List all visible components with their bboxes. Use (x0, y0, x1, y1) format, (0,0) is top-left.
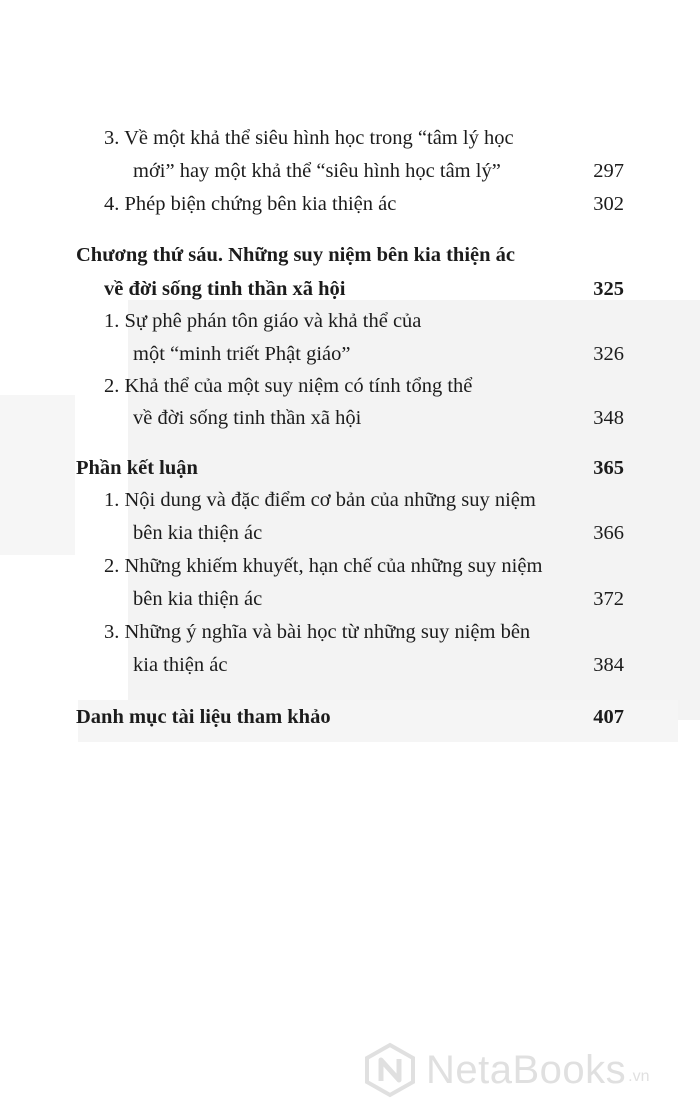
toc-entry-text: 4. Phép biện chứng bên kia thiện ác (104, 193, 397, 215)
netabooks-logo-icon (362, 1042, 418, 1098)
toc-entry-text: bên kia thiện ác (133, 588, 263, 610)
toc-entry-text: 2. Khả thể của một suy niệm có tính tổng thể (104, 375, 473, 397)
toc-page-number: 302 (593, 193, 624, 215)
toc-page-number: 348 (593, 407, 624, 429)
toc-page-number: 326 (593, 343, 624, 365)
toc-entry-text: 1. Nội dung và đặc điểm cơ bản của những suy niệm (104, 489, 536, 511)
toc-page-number: 372 (593, 588, 624, 610)
toc-page-number: 366 (593, 522, 624, 544)
toc-chapter-title: Phần kết luận (76, 457, 198, 479)
toc-entry-text: 2. Những khiếm khuyết, hạn chế của những suy niệm (104, 555, 543, 577)
toc-chapter-title: Danh mục tài liệu tham khảo (76, 706, 331, 728)
toc-entry-text: mới” hay một khả thể “siêu hình học tâm lý” (133, 160, 501, 182)
toc-page-number: 297 (593, 160, 624, 182)
toc-entry-text: 3. Những ý nghĩa và bài học từ những suy niệm bên (104, 621, 531, 643)
toc-entry-text: 1. Sự phê phán tôn giáo và khả thể của (104, 310, 422, 332)
watermark-suffix: .vn (628, 1068, 650, 1085)
netabooks-watermark (362, 1040, 692, 1100)
toc-entry-text: một “minh triết Phật giáo” (133, 343, 351, 365)
toc-entry-text: bên kia thiện ác (133, 522, 263, 544)
toc-chapter-title: về đời sống tinh thần xã hội (104, 278, 346, 300)
toc-chapter-title: Chương thứ sáu. Những suy niệm bên kia thiện ác (76, 244, 515, 266)
toc-entry-text: về đời sống tinh thần xã hội (133, 407, 362, 429)
watermark-brand: NetaBooks (426, 1047, 627, 1092)
toc-entry-text: kia thiện ác (133, 654, 228, 676)
toc-page-number: 407 (593, 706, 624, 728)
toc-page-number: 384 (593, 654, 624, 676)
toc-page-number: 325 (593, 278, 624, 300)
toc-entry-text: 3. Về một khả thể siêu hình học trong “tâm lý học (104, 127, 514, 149)
toc-page-number: 365 (593, 457, 624, 479)
